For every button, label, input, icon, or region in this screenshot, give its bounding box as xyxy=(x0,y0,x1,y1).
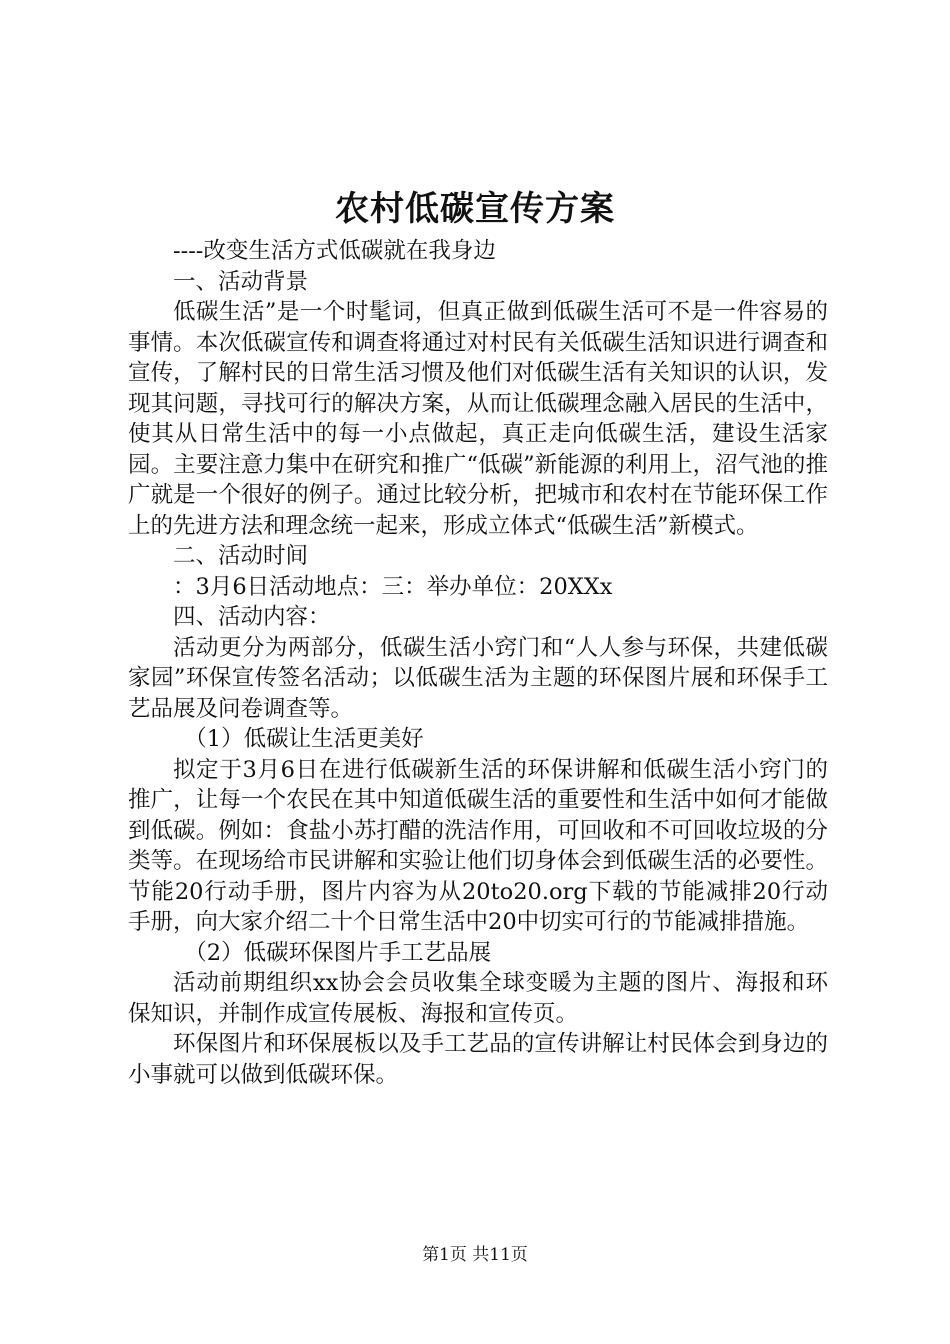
subsection-heading-1: （1）低碳让生活更美好 xyxy=(184,726,424,752)
subsection-2-paragraph-a: 活动前期组织xx协会会员收集全球变暖为主题的图片、海报和环保知识，并制作成宣传展板、海报和宣传页。 xyxy=(128,970,828,1027)
section-heading-background: 一、活动背景 xyxy=(173,268,309,295)
page-number-footer: 第1页 共11页 xyxy=(422,1245,528,1265)
subsection-heading-2: （2）低碳环保图片手工艺品展 xyxy=(184,939,492,966)
document-title: 农村低碳宣传方案 xyxy=(335,189,615,229)
time-location-paragraph: ：3月6日活动地点：三：举办单位：20XXx xyxy=(173,573,613,600)
section-heading-time: 二、活动时间 xyxy=(173,543,309,569)
subsection-2-paragraph-b: 环保图片和环保展板以及手工艺品的宣传讲解让村民体会到身边的小事就可以做到低碳环保。 xyxy=(128,1031,828,1088)
content-overview-paragraph: 活动更分为两部分，低碳生活小窍门和“人人参与环保，共建低碳家园”环保宣传签名活动；以低碳生活为主题的环保图片展和环保手工艺品展及问卷调查等。 xyxy=(128,634,828,722)
subtitle-paragraph: ----改变生活方式低碳就在我身边 xyxy=(173,238,496,264)
section-heading-content: 四、活动内容： xyxy=(173,604,331,630)
document-body xyxy=(128,236,828,1090)
background-paragraph: 低碳生活”是一个时髦词，但真正做到低碳生活可不是一件容易的事情。本次低碳宣传和调查将通过对村民有关低碳生活知识进行调查和宣传，了解村民的日常生活习惯及他们对低碳生活有关知识的认识，发现其问题，寻找可行的解决方案，从而让低碳理念融入居民的生活中，使其从日常生活中的每一小点做起，真正走向低碳生活，建设生活家园。主要注意力集中在研究和推广“低碳”新能源的利用上，沼气池的推广就是一个很好的例子。通过比较分析，把城市和农村在节能环保工作上的先进方法和理念统一起来，形成立体式“低碳生活”新模式。 xyxy=(128,299,828,539)
subsection-1-paragraph: 拟定于3月6日在进行低碳新生活的环保讲解和低碳生活小窍门的推广，让每一个农民在其中知道低碳生活的重要性和生活中如何才能做到低碳。例如：食盐小苏打醋的洗洁作用，可回收和不可回收垃圾的分类等。在现场给市民讲解和实验让他们切身体会到低碳生活的必要性。节能20行动手册，图片内容为从20to20.org下载的节能减排20行动手册，向大家介绍二十个日常生活中20中切实可行的节能减排措施。 xyxy=(128,756,828,935)
